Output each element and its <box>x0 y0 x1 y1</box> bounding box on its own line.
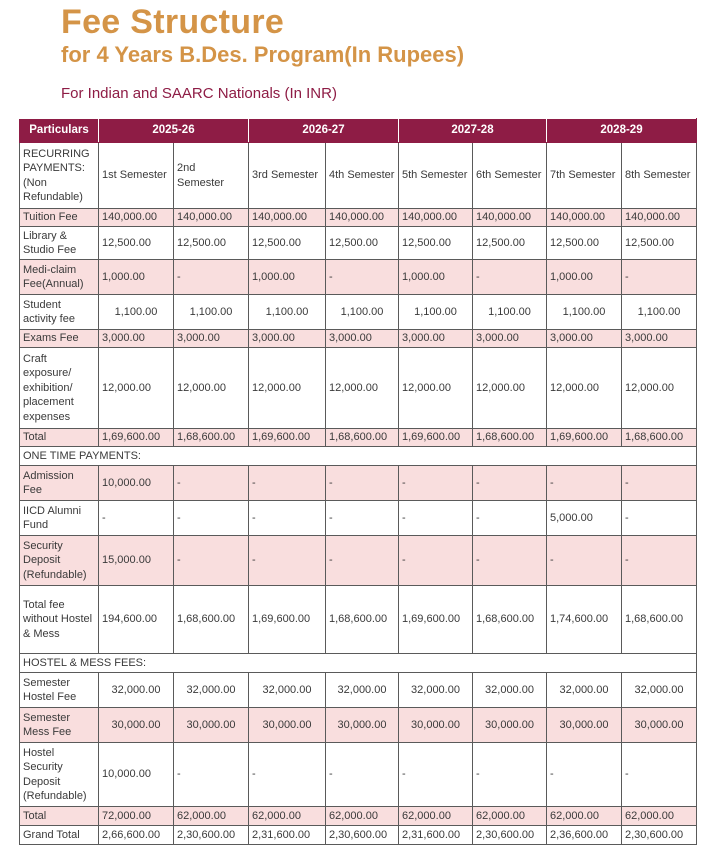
fee-value-cell: 32,000.00 <box>326 673 399 708</box>
fee-value-cell: 12,500.00 <box>473 227 547 260</box>
fee-row <box>20 743 697 807</box>
row-label: Total <box>20 807 99 826</box>
fee-row <box>20 209 697 227</box>
fee-value-cell: 1,100.00 <box>99 295 174 330</box>
fee-value-cell: 12,000.00 <box>174 348 249 429</box>
fee-value-cell: - <box>622 466 697 501</box>
fee-value-cell: 1,74,600.00 <box>547 586 622 654</box>
year-header: 2026-27 <box>249 119 399 143</box>
fee-value-cell: 30,000.00 <box>622 708 697 743</box>
fee-value-cell: 1,69,600.00 <box>249 429 326 447</box>
fee-value-cell: 140,000.00 <box>174 209 249 227</box>
fee-value-cell: - <box>174 260 249 295</box>
fee-value-cell: 3,000.00 <box>249 330 326 348</box>
hostel-mess-fees-label: HOSTEL & MESS FEES: <box>20 654 697 673</box>
fee-row <box>20 429 697 447</box>
row-label: Library & Studio Fee <box>20 227 99 260</box>
fee-value-cell: - <box>622 501 697 536</box>
fee-value-cell: 3,000.00 <box>326 330 399 348</box>
fee-value-cell: 1,100.00 <box>399 295 473 330</box>
fee-value-cell: - <box>399 536 473 586</box>
fee-value-cell: 1,100.00 <box>622 295 697 330</box>
fee-value-cell: 12,000.00 <box>326 348 399 429</box>
row-label: Admission Fee <box>20 466 99 501</box>
fee-value-cell: 2,30,600.00 <box>622 826 697 845</box>
fee-row <box>20 260 697 295</box>
fee-value-cell: 62,000.00 <box>174 807 249 826</box>
semester-cell: 7th Semester <box>547 143 622 209</box>
fee-value-cell: 62,000.00 <box>622 807 697 826</box>
fee-value-cell: - <box>326 260 399 295</box>
row-label: Security Deposit (Refundable) <box>20 536 99 586</box>
fee-value-cell: 32,000.00 <box>174 673 249 708</box>
fee-row <box>20 466 697 501</box>
fee-value-cell: 1,69,600.00 <box>249 586 326 654</box>
fee-value-cell: 1,68,600.00 <box>174 586 249 654</box>
fee-row <box>20 227 697 260</box>
fee-value-cell: - <box>473 501 547 536</box>
recurring-payments-label: RECURRING PAYMENTS: (Non Refundable) <box>20 143 99 209</box>
fee-value-cell: - <box>326 536 399 586</box>
fee-value-cell: 10,000.00 <box>99 743 174 807</box>
fee-value-cell: 1,68,600.00 <box>326 586 399 654</box>
row-label: Student activity fee <box>20 295 99 330</box>
fee-value-cell: - <box>547 466 622 501</box>
fee-value-cell: - <box>326 743 399 807</box>
fee-value-cell: 32,000.00 <box>547 673 622 708</box>
fee-value-cell: 5,000.00 <box>547 501 622 536</box>
fee-value-cell: 2,36,600.00 <box>547 826 622 845</box>
fee-value-cell: 3,000.00 <box>99 330 174 348</box>
fee-value-cell: 62,000.00 <box>547 807 622 826</box>
fee-value-cell: 1,69,600.00 <box>99 429 174 447</box>
fee-value-cell: - <box>473 260 547 295</box>
fee-value-cell: - <box>547 536 622 586</box>
fee-value-cell: - <box>326 501 399 536</box>
fee-value-cell: 32,000.00 <box>249 673 326 708</box>
fee-row <box>20 501 697 536</box>
row-label: Total <box>20 429 99 447</box>
fee-value-cell: 12,500.00 <box>249 227 326 260</box>
fee-value-cell: - <box>249 536 326 586</box>
fee-value-cell: 62,000.00 <box>249 807 326 826</box>
fee-value-cell: 1,68,600.00 <box>174 429 249 447</box>
year-header: 2028-29 <box>547 119 697 143</box>
fee-value-cell: 1,100.00 <box>547 295 622 330</box>
fee-row <box>20 536 697 586</box>
row-label: Medi-claim Fee(Annual) <box>20 260 99 295</box>
fee-value-cell: 2,30,600.00 <box>473 826 547 845</box>
fee-value-cell: 30,000.00 <box>399 708 473 743</box>
fee-value-cell: 12,000.00 <box>547 348 622 429</box>
fee-value-cell: 10,000.00 <box>99 466 174 501</box>
fee-value-cell: 140,000.00 <box>249 209 326 227</box>
fee-value-cell: 30,000.00 <box>473 708 547 743</box>
section-row <box>20 654 697 673</box>
fee-table <box>19 118 697 845</box>
semester-cell: 4th Semester <box>326 143 399 209</box>
row-label: Hostel Security Deposit (Refundable) <box>20 743 99 807</box>
fee-value-cell: - <box>99 501 174 536</box>
fee-value-cell: 32,000.00 <box>399 673 473 708</box>
fee-value-cell: 194,600.00 <box>99 586 174 654</box>
fee-value-cell: 1,000.00 <box>399 260 473 295</box>
fee-row <box>20 586 697 654</box>
fee-value-cell: 1,000.00 <box>249 260 326 295</box>
fee-value-cell: 12,000.00 <box>399 348 473 429</box>
fee-value-cell: 1,68,600.00 <box>622 586 697 654</box>
fee-value-cell: 30,000.00 <box>547 708 622 743</box>
fee-value-cell: 12,500.00 <box>174 227 249 260</box>
fee-value-cell: 1,100.00 <box>473 295 547 330</box>
fee-value-cell: 2,31,600.00 <box>399 826 473 845</box>
fee-value-cell: - <box>174 501 249 536</box>
fee-row <box>20 673 697 708</box>
fee-row <box>20 826 697 845</box>
row-label: IICD Alumni Fund <box>20 501 99 536</box>
fee-value-cell: 140,000.00 <box>547 209 622 227</box>
fee-value-cell: 1,68,600.00 <box>622 429 697 447</box>
fee-value-cell: - <box>399 743 473 807</box>
fee-value-cell: 32,000.00 <box>473 673 547 708</box>
fee-value-cell: 32,000.00 <box>99 673 174 708</box>
fee-row <box>20 330 697 348</box>
semester-cell: 1st Semester <box>99 143 174 209</box>
fee-value-cell: 1,69,600.00 <box>399 586 473 654</box>
fee-row <box>20 807 697 826</box>
fee-value-cell: 12,000.00 <box>249 348 326 429</box>
fee-value-cell: 12,500.00 <box>622 227 697 260</box>
fee-value-cell: 1,69,600.00 <box>399 429 473 447</box>
fee-value-cell: - <box>622 743 697 807</box>
fee-value-cell: 2,30,600.00 <box>326 826 399 845</box>
section-row <box>20 447 697 466</box>
fee-value-cell: 62,000.00 <box>399 807 473 826</box>
fee-value-cell: 12,500.00 <box>326 227 399 260</box>
fee-value-cell: - <box>249 743 326 807</box>
fee-value-cell: 12,500.00 <box>399 227 473 260</box>
one-time-payments-label: ONE TIME PAYMENTS: <box>20 447 697 466</box>
fee-value-cell: 12,500.00 <box>99 227 174 260</box>
row-label: Tuition Fee <box>20 209 99 227</box>
fee-value-cell: 3,000.00 <box>174 330 249 348</box>
row-label: Craft exposure/ exhibition/ placement expenses <box>20 348 99 429</box>
fee-value-cell: - <box>622 536 697 586</box>
fee-value-cell: 1,100.00 <box>174 295 249 330</box>
fee-value-cell: 2,30,600.00 <box>174 826 249 845</box>
fee-value-cell: 3,000.00 <box>399 330 473 348</box>
fee-value-cell: 32,000.00 <box>622 673 697 708</box>
fee-value-cell: 1,100.00 <box>249 295 326 330</box>
semester-cell: 2nd Semester <box>174 143 249 209</box>
row-label: Grand Total <box>20 826 99 845</box>
year-header: 2025-26 <box>99 119 249 143</box>
fee-value-cell: 15,000.00 <box>99 536 174 586</box>
fee-row <box>20 348 697 429</box>
fee-value-cell: 140,000.00 <box>622 209 697 227</box>
fee-value-cell: 1,68,600.00 <box>326 429 399 447</box>
fee-value-cell: 30,000.00 <box>99 708 174 743</box>
fee-value-cell: 3,000.00 <box>473 330 547 348</box>
fee-value-cell: 62,000.00 <box>473 807 547 826</box>
fee-value-cell: 3,000.00 <box>547 330 622 348</box>
fee-row <box>20 295 697 330</box>
fee-value-cell: - <box>622 260 697 295</box>
fee-value-cell: - <box>399 501 473 536</box>
fee-value-cell: 12,000.00 <box>622 348 697 429</box>
fee-value-cell: - <box>249 466 326 501</box>
fee-value-cell: 62,000.00 <box>326 807 399 826</box>
fee-value-cell: 30,000.00 <box>249 708 326 743</box>
fee-value-cell: - <box>174 743 249 807</box>
fee-value-cell: 1,100.00 <box>326 295 399 330</box>
fee-value-cell: 30,000.00 <box>326 708 399 743</box>
fee-value-cell: 1,68,600.00 <box>473 429 547 447</box>
fee-value-cell: 140,000.00 <box>473 209 547 227</box>
fee-value-cell: 2,66,600.00 <box>99 826 174 845</box>
row-label: Semester Hostel Fee <box>20 673 99 708</box>
semester-cell: 3rd Semester <box>249 143 326 209</box>
fee-value-cell: 30,000.00 <box>174 708 249 743</box>
fee-value-cell: 140,000.00 <box>326 209 399 227</box>
semester-row <box>20 143 697 209</box>
row-label: Semester Mess Fee <box>20 708 99 743</box>
year-header-row <box>20 119 697 143</box>
fee-value-cell: - <box>399 466 473 501</box>
row-label: Exams Fee <box>20 330 99 348</box>
fee-value-cell: 1,69,600.00 <box>547 429 622 447</box>
fee-value-cell: - <box>547 743 622 807</box>
fee-value-cell: 72,000.00 <box>99 807 174 826</box>
year-header: 2027-28 <box>399 119 547 143</box>
fee-value-cell: 1,68,600.00 <box>473 586 547 654</box>
fee-value-cell: 12,500.00 <box>547 227 622 260</box>
page-title: Fee Structure <box>61 3 285 41</box>
row-label: Total fee without Hostel & Mess <box>20 586 99 654</box>
fee-value-cell: 1,000.00 <box>547 260 622 295</box>
fee-value-cell: 140,000.00 <box>399 209 473 227</box>
fee-value-cell: - <box>473 536 547 586</box>
fee-value-cell: 1,000.00 <box>99 260 174 295</box>
fee-value-cell: 140,000.00 <box>99 209 174 227</box>
fee-value-cell: - <box>473 743 547 807</box>
semester-cell: 6th Semester <box>473 143 547 209</box>
fee-value-cell: - <box>473 466 547 501</box>
fee-value-cell: 12,000.00 <box>99 348 174 429</box>
fee-value-cell: 3,000.00 <box>622 330 697 348</box>
page-subtitle: for 4 Years B.Des. Program(In Rupees) <box>61 42 465 67</box>
fee-row <box>20 708 697 743</box>
semester-cell: 8th Semester <box>622 143 697 209</box>
semester-cell: 5th Semester <box>399 143 473 209</box>
fee-value-cell: 12,000.00 <box>473 348 547 429</box>
fee-value-cell: 2,31,600.00 <box>249 826 326 845</box>
nationals-caption: For Indian and SAARC Nationals (In INR) <box>61 85 337 102</box>
fee-value-cell: - <box>249 501 326 536</box>
fee-value-cell: - <box>174 466 249 501</box>
fee-value-cell: - <box>326 466 399 501</box>
fee-value-cell: - <box>174 536 249 586</box>
particulars-header: Particulars <box>20 119 99 143</box>
